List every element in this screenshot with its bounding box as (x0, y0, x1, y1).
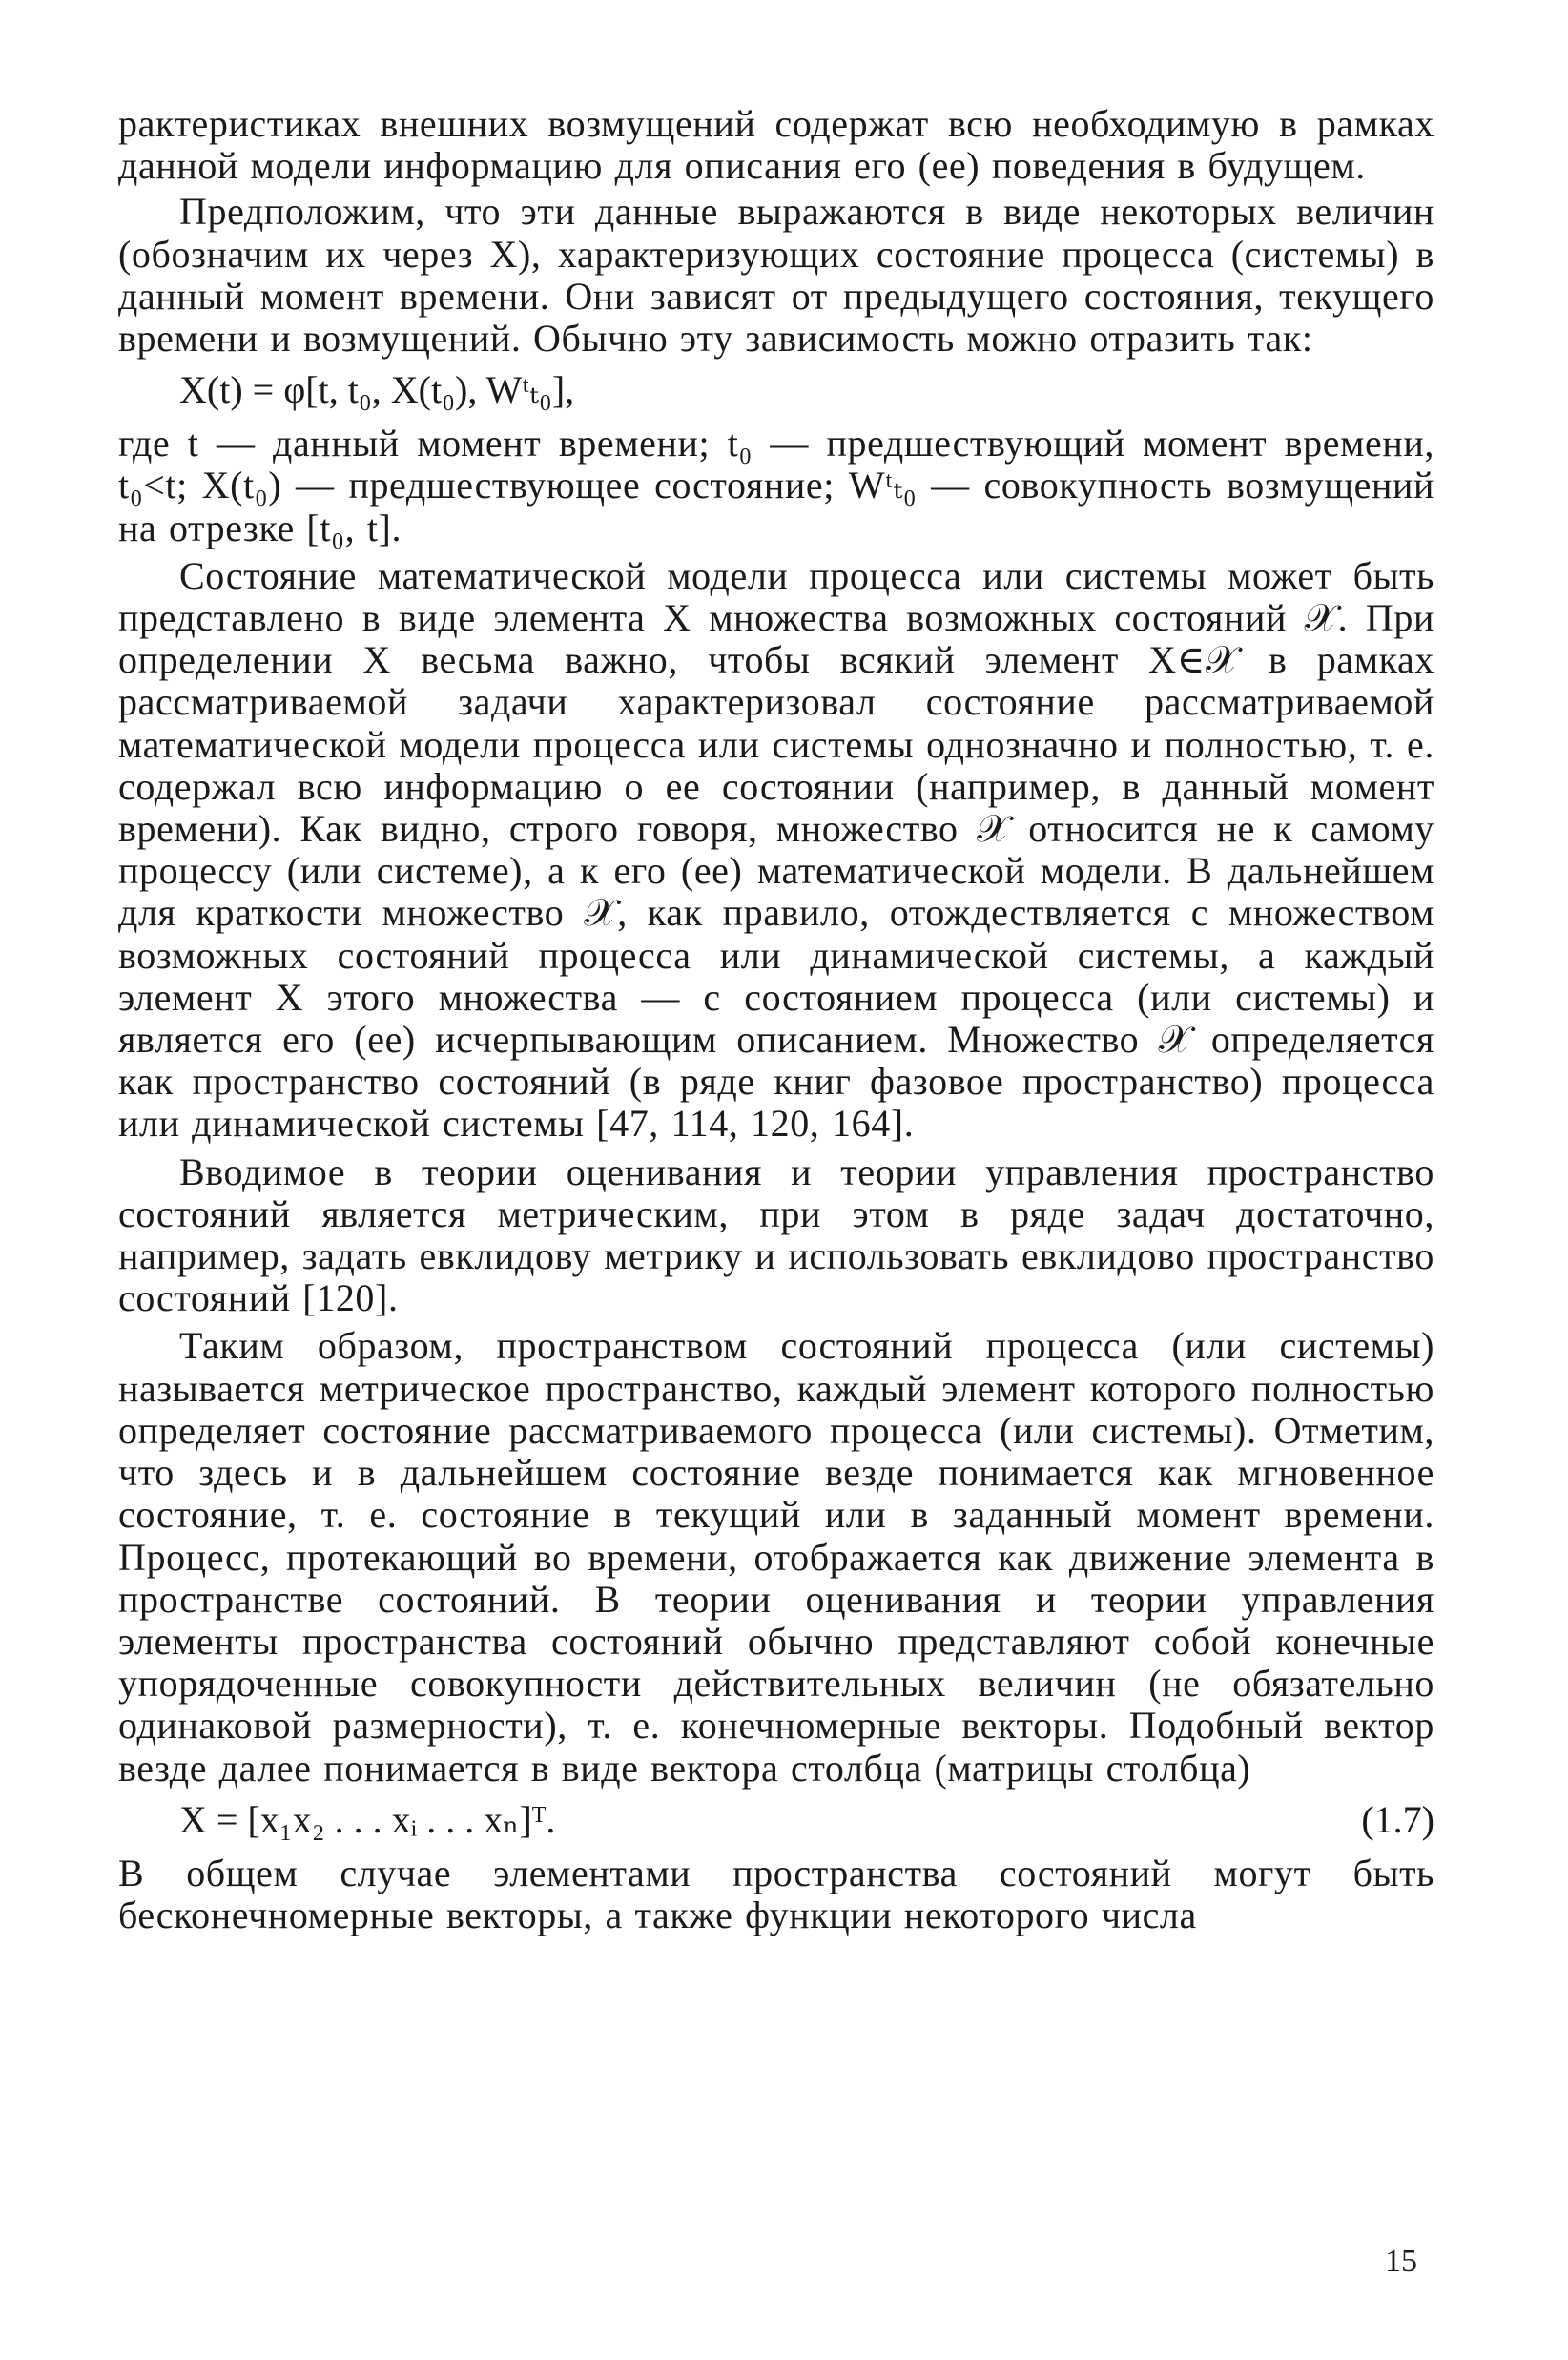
paragraph-continuation: рактеристиках внешних возмущений содержат всю необходимую в рамках данной модели информацию для описания его (ее) поведения в будущем. (118, 102, 1434, 188)
page-number: 15 (1385, 2244, 1417, 2279)
paragraph-summary: Таким образом, пространством состояний процесса (или системы) называется метрическое пространство, каждый элемент которого полностью определяет состояние рассматриваемого процесса (или системы). Отметим, что здесь и в дальнейшем состояние везде понимается как мгновенное состояние, т. е. состояние в текущий или в заданный момент времени. Процесс, протекающий во времени, отображается как движение элемента в пространстве состояний. В теории оценивания и теории управления элементы пространства состояний обычно представляют собой конечные упорядоченные совокупности действительных величин (не обязательно одинаковой размерности), т. е. конечномерные векторы. Подобный вектор везде далее понимается в виде вектора столбца (матрицы столбца) (118, 1324, 1434, 1790)
formula-text: X = [x₁x₂ . . . xᵢ . . . xₙ]ᵀ. (179, 1797, 556, 1841)
paragraph-state-space: Состояние математической модели процесса или системы может быть представлено в виде элемента X множества возможных состояний 𝒳. При определении X весьма важно, чтобы всякий элемент X∈𝒳 в рамках рассматриваемой задачи характеризовал состояние рассматриваемой математической модели процесса или системы однозначно и полностью, т. е. содержал всю информацию о ее состоянии (например, в данный момент времени). Как видно, строго говоря, множество 𝒳 относится не к самому процессу (или системе), а к его (ее) математической модели. В дальнейшем для краткости множество 𝒳, как правило, отождествляется с множеством возможных состояний процесса или динамической системы, а каждый элемент X этого множества — с состоянием процесса (или системы) и является его (ее) исчерпывающим описанием. Множество 𝒳 определяется как пространство состояний (в ряде книг фазовое пространство) процесса или динамической системы [47, 114, 120, 164]. (118, 553, 1434, 1146)
paragraph-state-variables: Предположим, что эти данные выражаются в виде некоторых величин (обозначим их через X), характеризующих состояние процесса (системы) в данный момент времени. Они зависят от предыдущего состояния, текущего времени и возмущений. Обычно эту зависимость можно отразить так: (118, 190, 1434, 361)
paragraph-general-case: В общем случае элементами пространства состояний могут быть бесконечномерные векторы, а также функции некоторого числа (118, 1851, 1434, 1936)
equation-number: (1.7) (1361, 1797, 1434, 1841)
formula-text: X(t) = φ[t, t₀, X(t₀), Wᵗₜ₀], (179, 368, 575, 412)
formula-state-vector (118, 1795, 1434, 1851)
paragraph-definitions: где t — данный момент времени; t₀ — предшествующий момент времени, t₀<t; X(t₀) — предшествующее состояние; Wᵗₜ₀ — совокупность возмущений на отрезке [t₀, t]. (118, 422, 1434, 549)
formula-state-transition (118, 365, 1434, 421)
paragraph-metric-space: Вводимое в теории оценивания и теории управления пространство состояний является метрическим, при этом в ряде задач достаточно, например, задать евклидову метрику и использовать евклидово пространство состояний [120]. (118, 1149, 1434, 1320)
